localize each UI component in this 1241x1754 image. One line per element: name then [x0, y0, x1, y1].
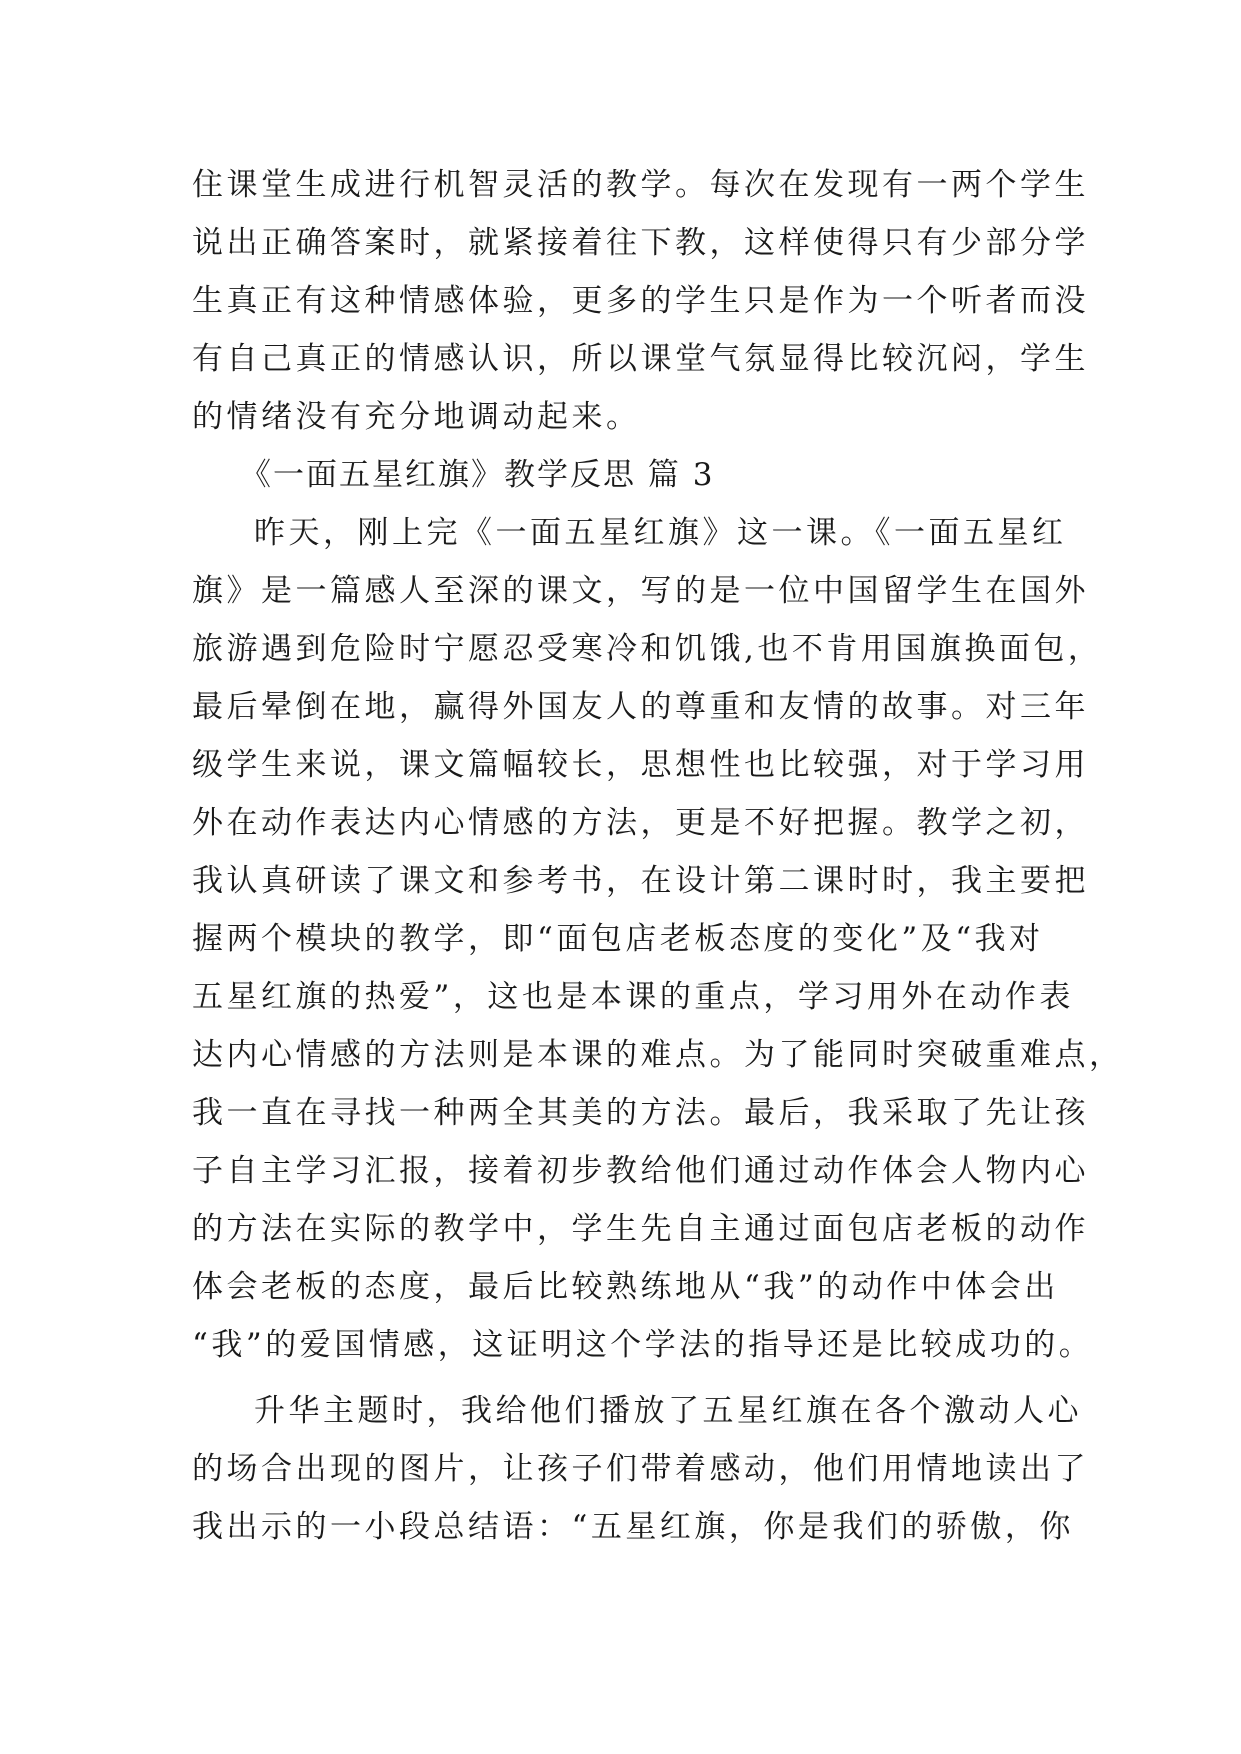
paragraph-line: 级学生来说，课文篇幅较长，思想性也比较强，对于学习用 [192, 747, 1089, 783]
paragraph-line: 子自主学习汇报，接着初步教给他们通过动作体会人物内心 [192, 1153, 1089, 1189]
paragraph-line: 达内心情感的方法则是本课的难点。为了能同时突破重难点， [192, 1037, 1124, 1073]
paragraph-line: 的方法在实际的教学中，学生先自主通过面包店老板的动作 [192, 1211, 1089, 1247]
paragraph-line: 生真正有这种情感体验，更多的学生只是作为一个听者而没 [192, 283, 1089, 319]
paragraph-line: 说出正确答案时，就紧接着往下教，这样使得只有少部分学 [192, 225, 1089, 261]
paragraph-line: 的情绪没有充分地调动起来。 [192, 399, 641, 435]
paragraph-line: 五星红旗的热爱”，这也是本课的重点，学习用外在动作表 [192, 979, 1074, 1015]
paragraph-line: 升华主题时，我给他们播放了五星红旗在各个激动人心 [254, 1393, 1082, 1429]
paragraph-line: 体会老板的态度，最后比较熟练地从“我”的动作中体会出 [192, 1269, 1059, 1305]
paragraph-line: 住课堂生成进行机智灵活的教学。每次在发现有一两个学生 [192, 167, 1089, 203]
paragraph-line: 最后晕倒在地，赢得外国友人的尊重和友情的故事。对三年 [192, 689, 1089, 725]
section-heading: 《一面五星红旗》教学反思 篇 3 [240, 457, 715, 493]
document-body [192, 156, 1124, 1556]
paragraph-line: 我认真研读了课文和参考书，在设计第二课时时，我主要把 [192, 863, 1089, 899]
paragraph-line: 的场合出现的图片，让孩子们带着感动，他们用情地读出了 [192, 1451, 1089, 1487]
paragraph-line: 昨天，刚上完《一面五星红旗》这一课。《一面五星红 [254, 515, 1067, 551]
paragraph-line: 旗》是一篇感人至深的课文，写的是一位中国留学生在国外 [192, 573, 1089, 609]
paragraph-line: 旅游遇到危险时宁愿忍受寒冷和饥饿,也不肯用国旗换面包， [192, 631, 1103, 667]
paragraph-line: 握两个模块的教学，即“面包店老板态度的变化”及“我对 [192, 921, 1044, 957]
paragraph-line: 外在动作表达内心情感的方法，更是不好把握。教学之初， [192, 805, 1089, 841]
paragraph-line: “我”的爱国情感，这证明这个学法的指导还是比较成功的。 [192, 1327, 1094, 1363]
paragraph-line: 我出示的一小段总结语：“五星红旗，你是我们的骄傲，你 [192, 1509, 1074, 1545]
paragraph-line: 有自己真正的情感认识，所以课堂气氛显得比较沉闷，学生 [192, 341, 1089, 377]
paragraph-line: 我一直在寻找一种两全其美的方法。最后，我采取了先让孩 [192, 1095, 1089, 1131]
